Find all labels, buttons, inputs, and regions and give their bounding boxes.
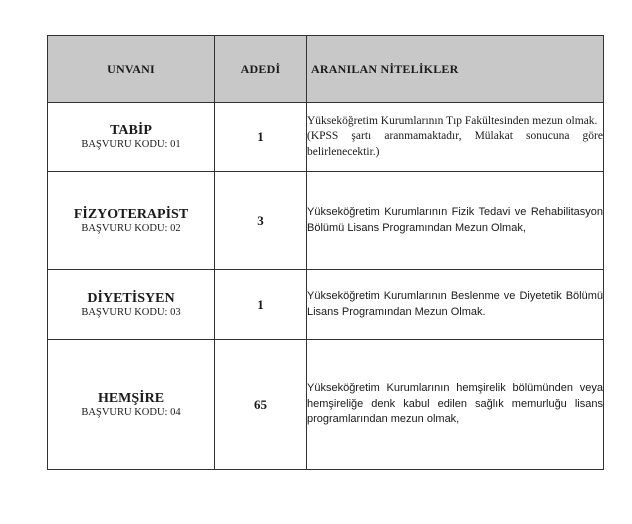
qualifications-text xyxy=(307,289,603,320)
qualification-line: Yükseköğretim Kurumlarının Beslenme ve Diyetetik Bölümü Lisans Programından Mezun Olmak. xyxy=(307,290,603,318)
qualifications-cell xyxy=(307,172,604,270)
application-code: BAŞVURU KODU: 02 xyxy=(81,222,181,234)
table-header-row xyxy=(48,36,604,103)
position-title: FİZYOTERAPİST xyxy=(73,206,189,222)
table-row xyxy=(48,172,604,270)
qualification-line: Yükseköğretim Kurumlarının hemşirelik bölümünden veya hemşireliğe denk kabul edilen sağlık memurluğu lisans programlarından mezun olmak, xyxy=(307,382,603,426)
position-count: 1 xyxy=(215,103,307,172)
table-row xyxy=(48,103,604,172)
position-cell xyxy=(48,172,215,270)
position-count: 3 xyxy=(215,172,307,270)
qualifications-text xyxy=(307,114,603,161)
qualification-line: Yükseköğretim Kurumlarının Fizik Tedavi ve Rehabilitasyon Bölümü Lisans Programından Mezun Olmak, xyxy=(307,206,603,234)
job-positions-table xyxy=(47,35,604,470)
application-code: BAŞVURU KODU: 04 xyxy=(81,406,181,418)
header-qualifications: ARANILAN NİTELİKLER xyxy=(307,36,604,103)
qualifications-text xyxy=(307,381,603,428)
position-cell xyxy=(48,270,215,340)
position-count: 65 xyxy=(215,340,307,470)
position-title: DİYETİSYEN xyxy=(87,290,175,306)
position-title: HEMŞİRE xyxy=(97,390,165,406)
position-title: TABİP xyxy=(110,123,152,138)
qualification-line: Yükseköğretim Kurumlarının Tıp Fakültesinden mezun olmak. xyxy=(307,114,598,127)
qualification-line: (KPSS şartı aranmamaktadır, Mülakat sonucuna göre belirlenecektir.) xyxy=(307,130,603,158)
qualifications-text xyxy=(307,205,603,236)
qualifications-cell xyxy=(307,340,604,470)
position-cell xyxy=(48,340,215,470)
qualifications-cell xyxy=(307,103,604,172)
table-row xyxy=(48,340,604,470)
position-count: 1 xyxy=(215,270,307,340)
application-code: BAŞVURU KODU: 01 xyxy=(81,139,181,150)
header-title: UNVANI xyxy=(48,36,215,103)
header-count: ADEDİ xyxy=(215,36,307,103)
table-row xyxy=(48,270,604,340)
position-cell xyxy=(48,103,215,172)
application-code: BAŞVURU KODU: 03 xyxy=(81,306,181,318)
qualifications-cell xyxy=(307,270,604,340)
